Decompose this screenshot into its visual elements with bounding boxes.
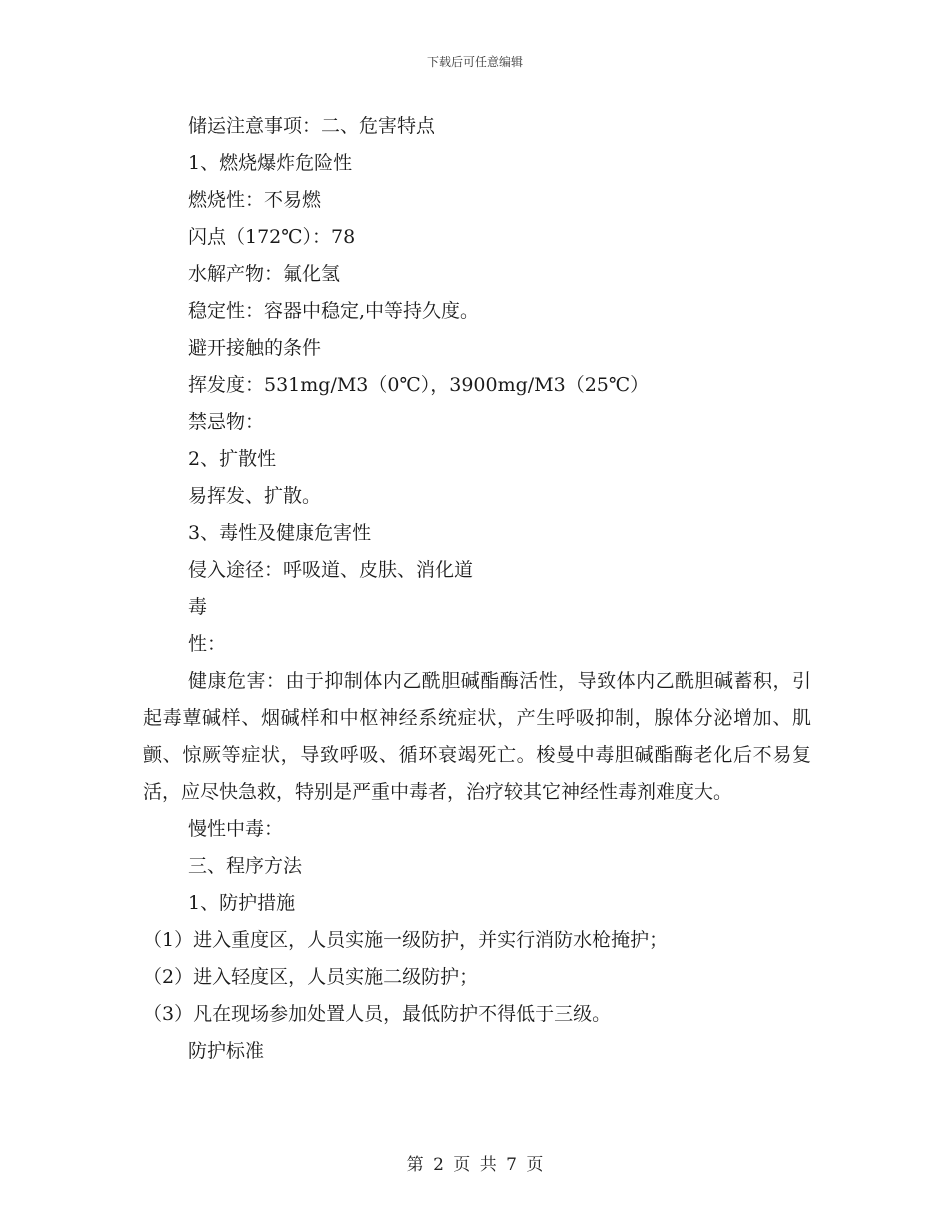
chronic-poisoning-line: 慢性中毒： [188, 818, 284, 840]
section-fire-explosion-heading: 1、燃烧爆炸危险性 [188, 152, 353, 174]
storage-notes-line: 储运注意事项：二、危害特点 [188, 115, 436, 137]
avoid-conditions-line: 避开接触的条件 [188, 337, 322, 359]
section-procedure-heading: 三、程序方法 [188, 855, 303, 877]
flash-point-line: 闪点（172℃）：78 [188, 226, 356, 248]
toxicity-label-line-2: 性： [188, 633, 227, 655]
document-body [143, 108, 811, 1070]
page-footer: 第 2 页 共 7 页 [406, 1155, 544, 1175]
volatility-line: 挥发度：531mg/M3（0℃），3900mg/M3（25℃） [188, 374, 650, 396]
toxicity-label-line: 毒 [188, 596, 208, 618]
protection-standard-heading: 防护标准 [188, 1040, 265, 1062]
stability-line: 稳定性：容器中稳定,中等持久度。 [188, 300, 480, 322]
protection-item-2: （2）进入轻度区，人员实施二级防护； [143, 966, 479, 988]
protection-item-1: （1）进入重度区，人员实施一级防护，并实行消防水枪掩护； [143, 929, 669, 951]
protection-item-3: （3）凡在现场参加处置人员，最低防护不得低于三级。 [143, 1003, 612, 1025]
exposure-routes-line: 侵入途径：呼吸道、皮肤、消化道 [188, 559, 474, 581]
health-hazard-paragraph: 健康危害：由于抑制体内乙酰胆碱酯酶活性，导致体内乙酰胆碱蓄积，引起毒蕈碱样、烟碱样和中枢神经系统症状，产生呼吸抑制，腺体分泌增加、肌颤、惊厥等症状，导致呼吸、循环衰竭死亡。梭曼中毒胆碱酯酶老化后不易复活，应尽快急救，特别是严重中毒者，治疗较其它神经性毒剂难度大。 [143, 670, 811, 803]
flammability-line: 燃烧性：不易燃 [188, 189, 322, 211]
protection-measures-heading: 1、防护措施 [188, 892, 296, 914]
incompatibles-line: 禁忌物： [188, 411, 265, 433]
diffusion-line: 易挥发、扩散。 [188, 485, 322, 507]
hydrolysis-product-line: 水解产物：氟化氢 [188, 263, 341, 285]
section-diffusion-heading: 2、扩散性 [188, 448, 277, 470]
section-toxicity-heading: 3、毒性及健康危害性 [188, 522, 372, 544]
page-header: 下载后可任意编辑 [426, 55, 523, 69]
